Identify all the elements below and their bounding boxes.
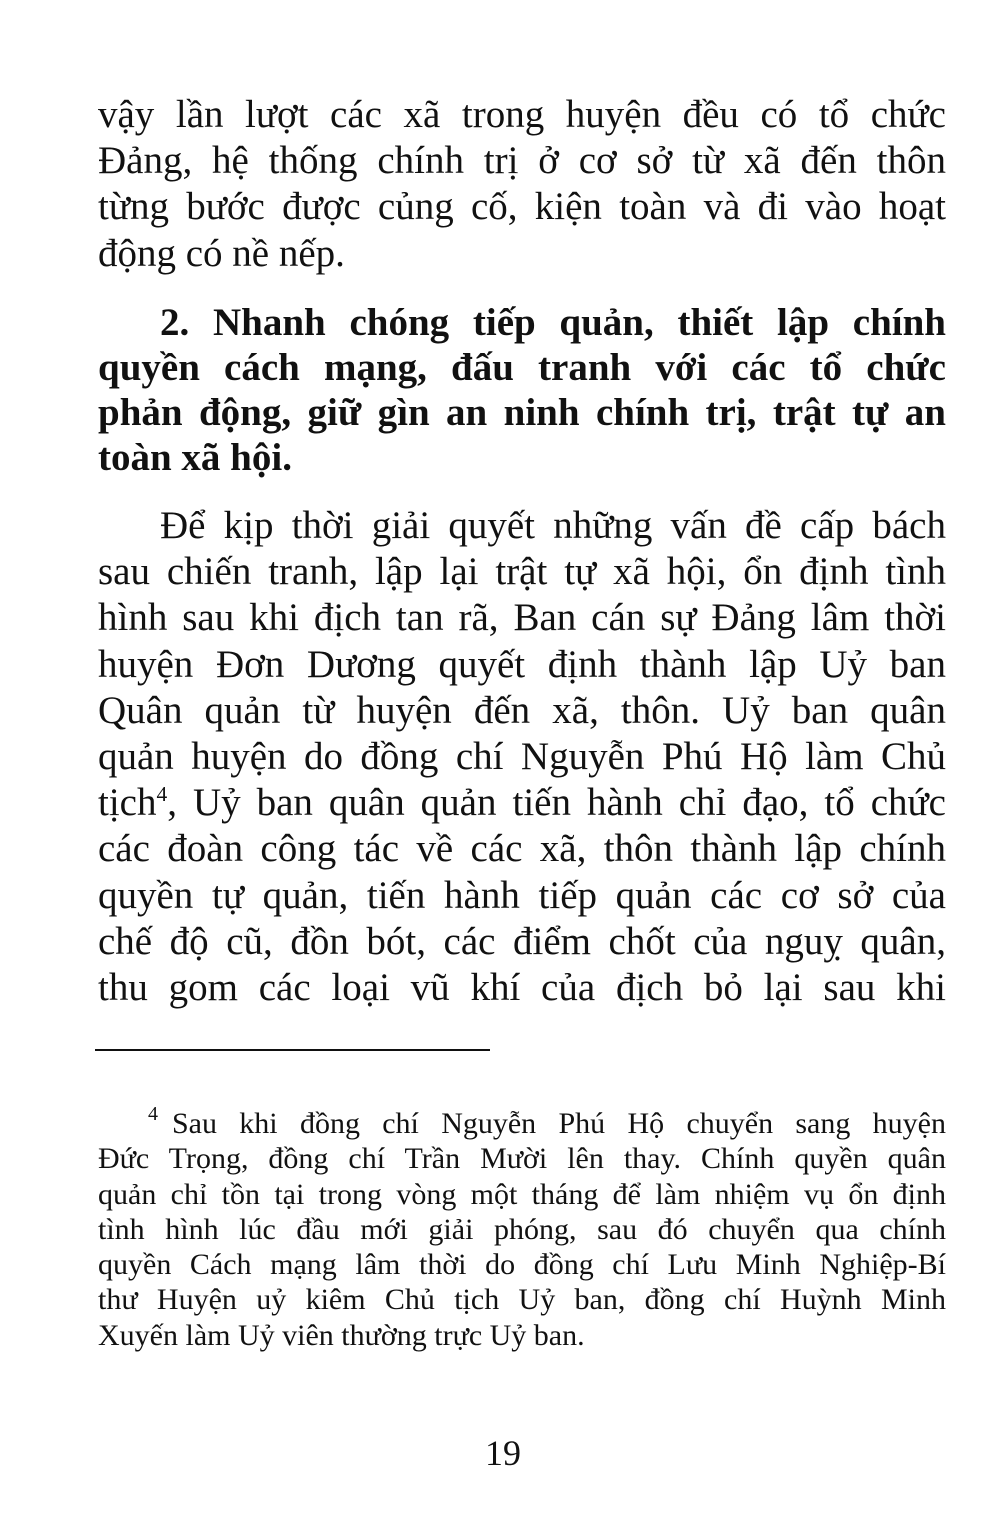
text-fragment: , Uỷ ban quân quản tiến hành chỉ đạo, tổ chức <box>167 781 946 825</box>
paragraph-continued <box>98 92 946 277</box>
paragraph-main <box>98 503 946 1011</box>
footnote-reference: 4 <box>156 782 168 807</box>
text-line: sau chiến tranh, lập lại trật tự xã hội, ổn định tình <box>98 550 946 594</box>
text-line: hình sau khi địch tan rã, Ban cán sự Đảng lâm thời <box>98 596 946 640</box>
footnote-line <box>98 1103 946 1141</box>
footnote-line: thư Huyện uỷ kiêm Chủ tịch Uỷ ban, đồng chí Huỳnh Minh <box>98 1283 946 1317</box>
footnote <box>98 1103 946 1353</box>
text-line: Quân quản từ huyện đến xã, thôn. Uỷ ban quân <box>98 688 946 732</box>
text-fragment: tịch <box>98 781 157 825</box>
footnote-text: Sau khi đồng chí Nguyễn Phú Hộ chuyển sang huyện <box>172 1107 946 1140</box>
heading-line: quyền cách mạng, đấu tranh với các tổ chức <box>98 346 946 389</box>
footnote-line: quyền Cách mạng lâm thời do đồng chí Lưu Minh Nghiệp-Bí <box>98 1248 946 1282</box>
page-number: 19 <box>485 1433 521 1473</box>
footnote-line: Đức Trọng, đồng chí Trần Mười lên thay. Chính quyền quân <box>98 1142 946 1176</box>
text-line: từng bước được củng cố, kiện toàn và đi vào hoạt <box>98 185 946 229</box>
text-line: các đoàn công tác về các xã, thôn thành lập chính <box>98 827 946 871</box>
section-heading <box>98 300 946 480</box>
text-line: động có nề nếp. <box>98 231 345 275</box>
footnote-number: 4 <box>148 1103 158 1125</box>
heading-line: 2. Nhanh chóng tiếp quản, thiết lập chính <box>160 301 946 344</box>
text-line: quyền tự quản, tiến hành tiếp quản các cơ sở của <box>98 873 946 917</box>
text-line-with-footnote-ref <box>98 780 946 826</box>
text-line: Để kịp thời giải quyết những vấn đề cấp bách <box>160 504 946 547</box>
text-line: thu gom các loại vũ khí của địch bỏ lại sau khi <box>98 965 946 1009</box>
footnote-line: Xuyến làm Uỷ viên thường trực Uỷ ban. <box>98 1318 585 1352</box>
text-line: quản huyện do đồng chí Nguyễn Phú Hộ làm Chủ <box>98 734 946 778</box>
text-line: vậy lần lượt các xã trong huyện đều có tổ chức <box>98 93 946 136</box>
footnote-line: quản chỉ tồn tại trong vòng một tháng để làm nhiệm vụ ổn định <box>98 1177 946 1211</box>
text-line: Đảng, hệ thống chính trị ở cơ sở từ xã đến thôn <box>98 139 946 183</box>
footnote-separator <box>95 1049 490 1051</box>
heading-line: toàn xã hội. <box>98 436 292 479</box>
text-line: huyện Đơn Dương quyết định thành lập Uỷ ban <box>98 642 946 686</box>
footnote-line: tình hình lúc đầu mới giải phóng, sau đó chuyển qua chính <box>98 1212 946 1246</box>
text-line: chế độ cũ, đồn bót, các điểm chốt của nguỵ quân, <box>98 919 946 963</box>
heading-line: phản động, giữ gìn an ninh chính trị, trật tự an <box>98 391 946 434</box>
